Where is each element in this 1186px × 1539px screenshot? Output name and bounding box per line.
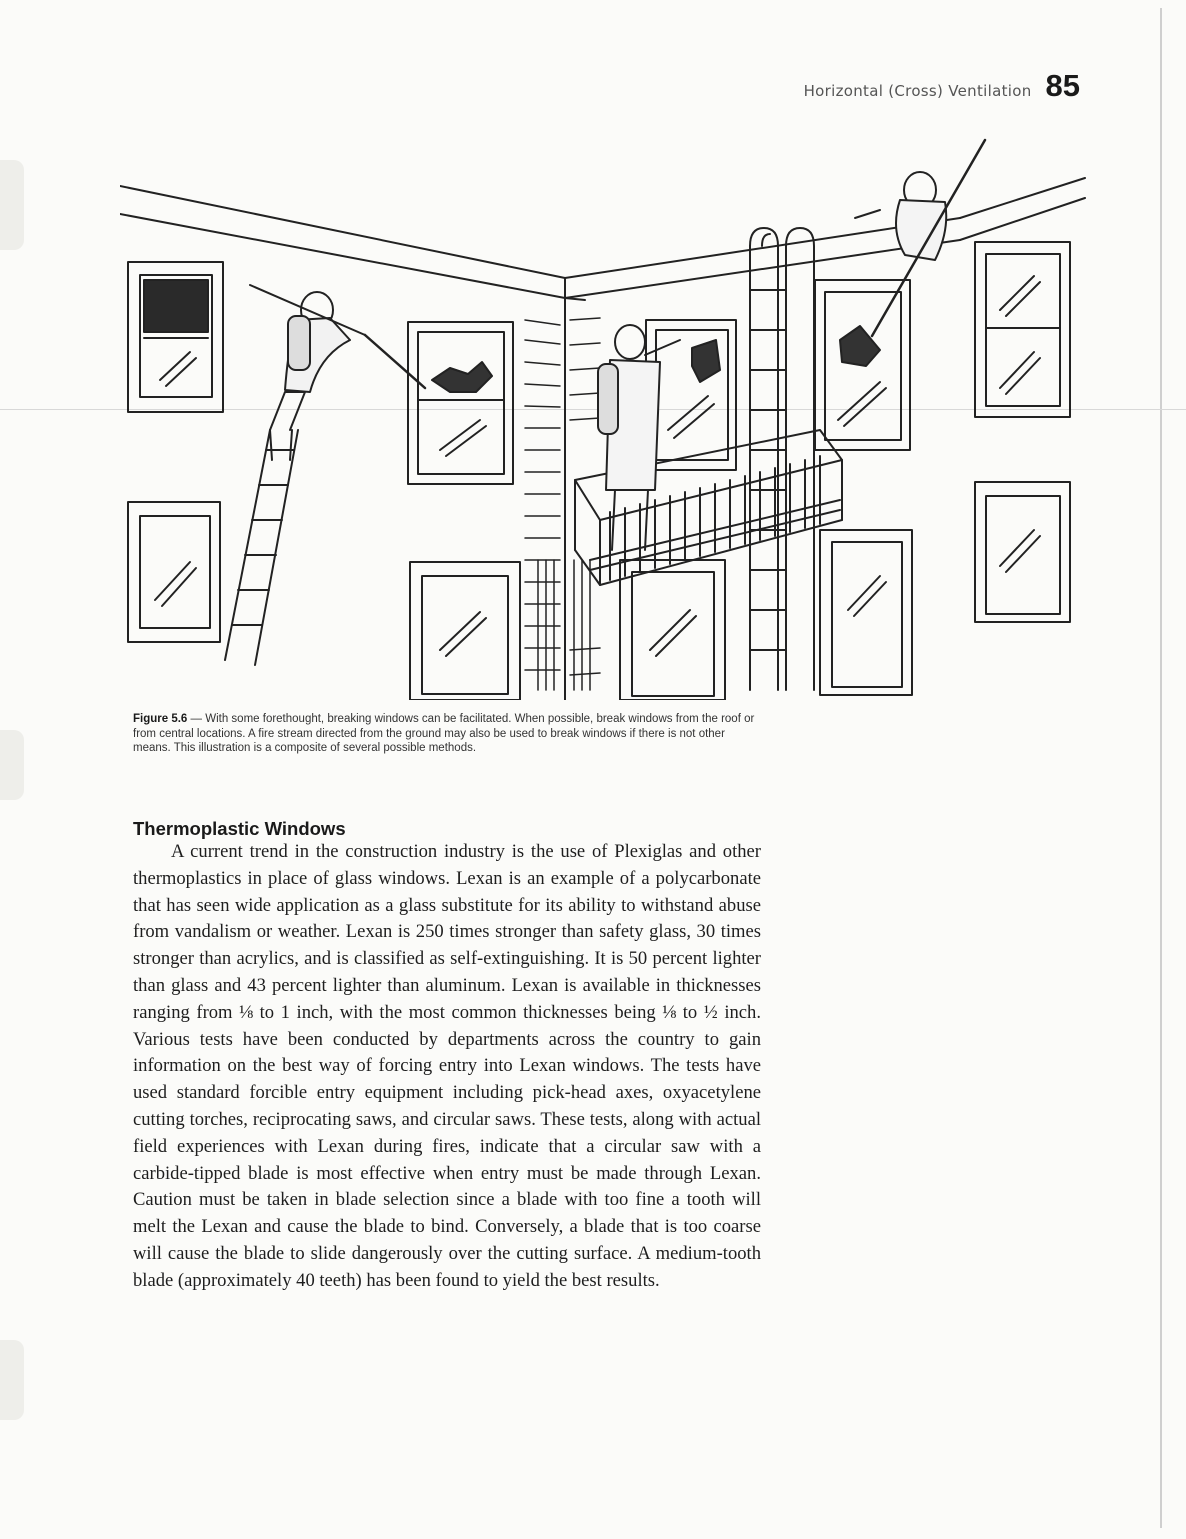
page-number: 85	[1045, 68, 1080, 103]
firefighters-breaking-windows-illustration	[120, 130, 1090, 700]
window-lower-left	[128, 502, 220, 642]
figure-caption	[133, 712, 758, 756]
ground-ladder	[225, 430, 298, 665]
window-right-broken	[815, 280, 910, 450]
window-upper-left-broken	[128, 262, 223, 412]
scan-margin-mark	[0, 730, 24, 800]
window-lower-center-left	[410, 562, 520, 700]
body-paragraph	[133, 839, 761, 1295]
window-lower-far-right	[975, 482, 1070, 622]
page-edge-line	[1160, 8, 1162, 1528]
corner-siding	[525, 318, 600, 690]
window-lower-center	[620, 560, 725, 700]
running-head: Horizontal (Cross) Ventilation	[803, 82, 1032, 100]
firefighter-on-ladder	[250, 285, 425, 460]
window-left-center-broken	[408, 322, 513, 484]
caption-text: With some forethought, breaking windows can be facilitated. When possible, break windows from the roof or from central locations. A fire stream directed from the ground may also be used to break windows if there is not other means. This illustration is a composite of several possible methods.	[133, 713, 755, 755]
window-far-right	[975, 242, 1070, 417]
page-header	[804, 68, 1080, 104]
caption-separator: —	[190, 713, 203, 725]
figure-label: Figure 5.6	[133, 713, 188, 725]
body-paragraph-text: A current trend in the construction industry is the use of Plexiglas and other thermoplastics in place of glass windows. Lexan is an example of a polycarbonate that has seen wide application as a glass substitute for its ability to withstand abuse from vandalism or weather. Lexan is 250 times stronger than safety glass, 30 times stronger than acrylics, and is classified as self-extinguishing. It is 50 percent lighter than glass and 43 percent lighter than aluminum. Lexan is available in thicknesses ranging from ⅛ to 1 inch, with the most common thicknesses being ⅛ to ½ inch. Various tests have been conducted by departments across the country to gain information on the best way of forcing entry into Lexan windows. The tests have used standard forcible entry equipment including pick-head axes, oxyacetylene cutting torches, reciprocating saws, and circular saws. These tests, along with actual field experiences with Lexan during fires, indicate that a circular saw with a carbide-tipped blade is most effective when entry must be made through Lexan. Caution must be taken in blade selection since a blade with too fine a tooth will melt the Lexan and cause the blade to bind. Conversely, a blade that is too coarse will cause the blade to slide dangerously over the cutting surface. A medium-tooth blade (approximately 40 teeth) has been found to yield the best results.	[133, 841, 761, 1291]
roof-ladder	[750, 228, 814, 690]
roof-edge	[120, 178, 1085, 700]
section-heading: Thermoplastic Windows	[133, 818, 346, 839]
scan-margin-mark	[0, 160, 24, 250]
window-lower-right	[820, 530, 912, 695]
scan-margin-mark	[0, 1340, 24, 1420]
